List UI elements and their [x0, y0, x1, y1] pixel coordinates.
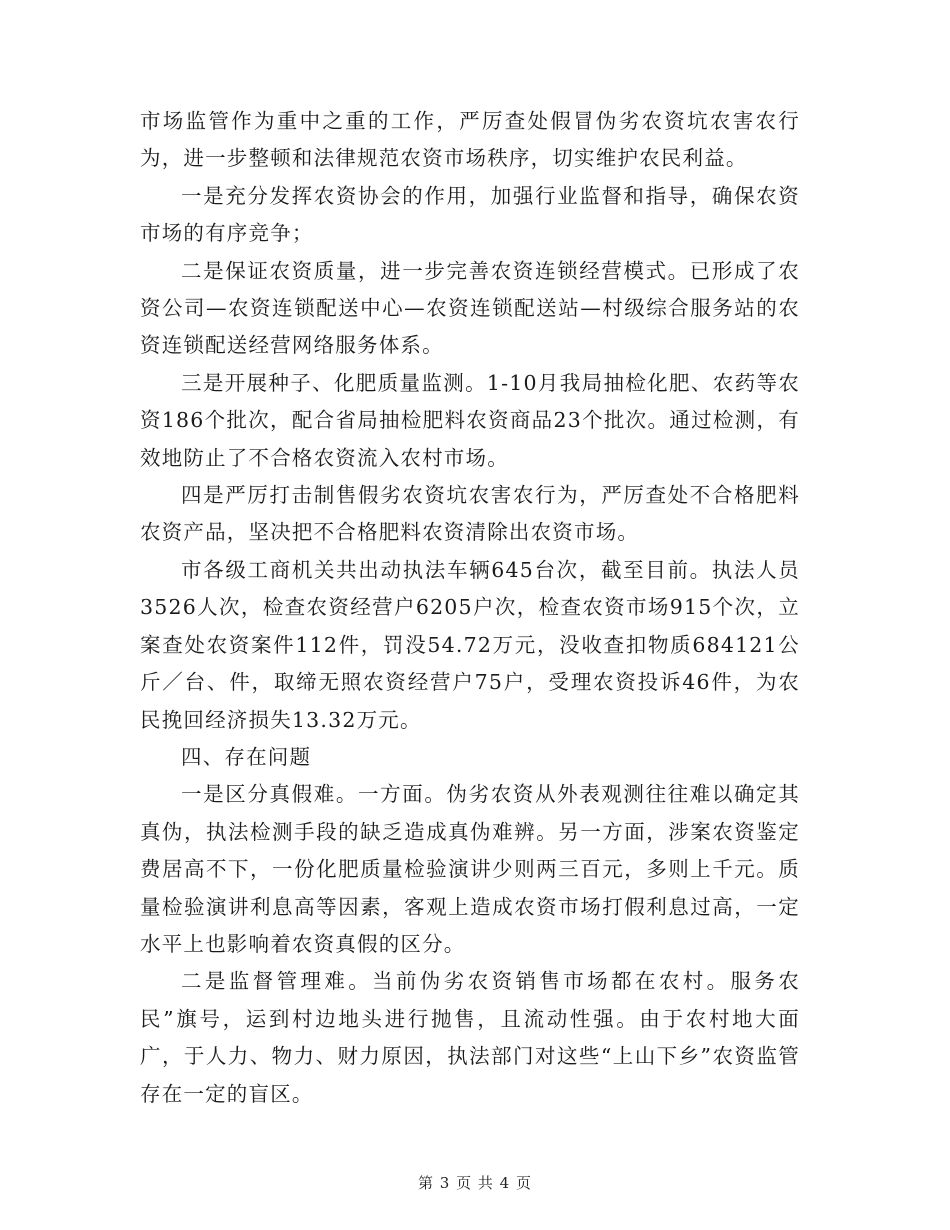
- paragraph-item-three-monitoring: 三是开展种子、化肥质量监测。1-10月我局抽检化肥、农药等农资186个批次，配合省局抽检肥料农资商品23个批次。通过检测，有效地防止了不合格农资流入农村市场。: [140, 370, 800, 470]
- paragraph-item-two-quality: 二是保证农资质量，进一步完善农资连锁经营模式。已形成了农资公司—农资连锁配送中心—农资连锁配送站—村级综合服务站的农资连锁配送经营网络服务体系。: [140, 258, 800, 358]
- document-body: [140, 103, 800, 1113]
- paragraph-enforcement-statistics: 市各级工商机关共出动执法车辆645台次，截至目前。执法人员3526人次，检查农资经营户6205户次，检查农资市场915个次，立案查处农资案件112件，罚没54.72万元，没收查扣物质684121公斤／台、件，取缔无照农资经营户75户，受理农资投诉46件，为农民挽回经济损失13.32万元。: [140, 557, 800, 732]
- section-heading-existing-problems: 四、存在问题: [181, 744, 312, 769]
- paragraph-item-one-association: 一是充分发挥农资协会的作用，加强行业监督和指导，确保农资市场的有序竞争；: [140, 183, 800, 246]
- paragraph-problem-two-supervision: 二是监督管理难。当前伪劣农资销售市场都在农村。服务农民”旗号，运到村边地头进行抛售，且流动性强。由于农村地大面广，于人力、物力、财力原因，执法部门对这些“上山下乡”农资监管存在一定的盲区。: [140, 969, 800, 1106]
- page-number-footer: 第 3 页 共 4 页: [418, 1174, 532, 1192]
- paragraph-item-four-crackdown: 四是严厉打击制售假劣农资坑农害农行为，严厉查处不合格肥料农资产品，坚决把不合格肥料农资清除出农资市场。: [140, 483, 800, 545]
- paragraph-problem-one-authenticity: 一是区分真假难。一方面。伪劣农资从外表观测往往难以确定其真伪，执法检测手段的缺乏造成真伪难辨。另一方面，涉案农资鉴定费居高不下，一份化肥质量检验演讲少则两三百元，多则上千元。质量检验演讲利息高等因素，客观上造成农资市场打假利息过高，一定水平上也影响着农资真假的区分。: [140, 782, 800, 956]
- paragraph-continued-market-supervision: 市场监管作为重中之重的工作，严厉查处假冒伪劣农资坑农害农行为，进一步整顿和法律规范农资市场秩序，切实维护农民利益。: [140, 109, 800, 171]
